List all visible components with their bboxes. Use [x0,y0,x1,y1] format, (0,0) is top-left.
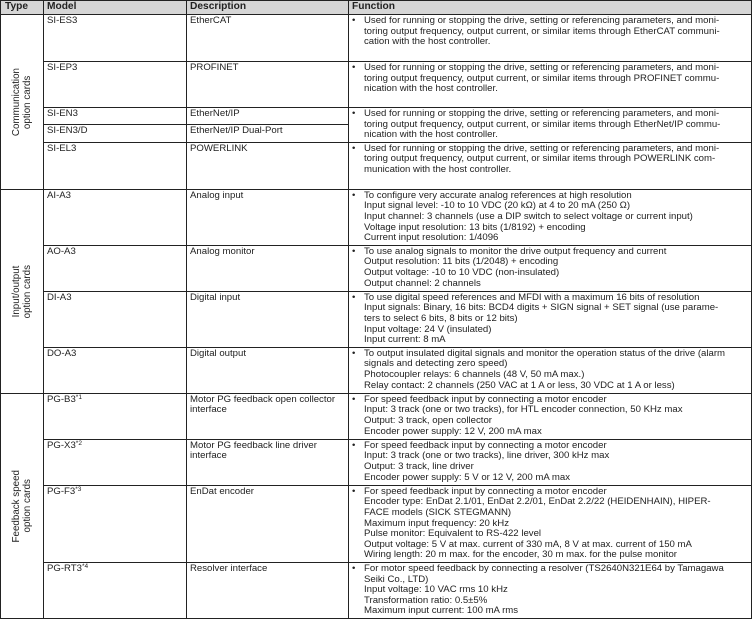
header-function: Function [349,1,752,15]
bullet-icon: • [352,562,356,574]
type-cell [1,15,44,190]
description-cell: EnDat encoder [187,485,349,562]
table-row [1,108,752,125]
function-text: For speed feedback input by connecting a motor encoder Input: 3 track (one or two tracks), for HTL encoder connection, 50 KHz max Output: 3 track, open collector Encoder power supply: 12 V, 200 mA max [364,393,683,437]
model-cell [44,15,187,62]
function-cell [349,439,752,485]
type-cell [1,189,44,393]
description-cell: EtherNet/IP Dual-Port [187,125,349,142]
header-type: Type [1,1,44,15]
model-cell [44,291,187,347]
bullet-icon: • [352,393,356,405]
model-cell [44,347,187,393]
function-text: Used for running or stopping the drive, setting or referencing parameters, and moni- toring output frequency, output current, or similar items through PROFINET commu- nication with the host controller. [364,62,720,95]
model-name: SI-EL3 [47,142,77,154]
function-text: To use analog signals to monitor the drive output frequency and current Output resolution: 11 bits (1/2048) + encoding Output voltage: -10 to 10 VDC (non-insulated) Output channel: 2 channels [364,245,667,289]
function-text: For speed feedback input by connecting a motor encoder Input: 3 track (one or two tracks), line driver, 300 kHz max Output: 3 track, line driver Encoder power supply: 5 V or 12 V, 200 mA max [364,439,610,483]
model-cell [44,562,187,618]
function-cell [349,393,752,439]
model-cell [44,62,187,108]
footnote-marker: *4 [82,562,89,570]
model-name: PG-F3 [47,485,76,497]
footnote-marker: *1 [75,393,82,401]
description-cell: EtherNet/IP [187,108,349,125]
function-text: Used for running or stopping the drive, setting or referencing parameters, and moni- toring output frequency, output current, or similar items through EtherCAT communi- cation with the host controller. [364,15,720,48]
function-cell [349,108,752,143]
model-name: SI-EN3 [47,108,78,119]
table-row [1,142,752,189]
function-cell [349,562,752,618]
bullet-icon: • [352,189,356,201]
function-cell [349,142,752,189]
table-row [1,439,752,485]
bullet-icon: • [352,347,356,359]
description-cell: POWERLINK [187,142,349,189]
function-cell [349,485,752,562]
bullet-icon: • [352,291,356,303]
description-cell: Digital output [187,347,349,393]
type-label: Input/output option cards [11,264,33,318]
model-cell [44,142,187,189]
function-text: For speed feedback input by connecting a motor encoder Encoder type: EnDat 2.1/01, EnDat 2.2/01, EnDat 2.2/22 (HEIDENHAIN), HIPER- FACE models (SICK STEGMANN) Maximum input frequency: 20 kHz Pulse monitor: Equivalent to RS-422 level Output voltage: 5 V at max. current of 330 mA, 8 V at max. current of 150 mA Wiring length: 20 m max. for the encoder, 30 m max. for the pulse monitor [364,485,711,561]
model-cell [44,393,187,439]
bullet-icon: • [352,62,356,73]
function-text: Used for running or stopping the drive, setting or referencing parameters, and moni- toring output frequency, output current, or similar items through EtherNet/IP commu- nication with the host controller. [364,108,721,141]
description-cell: Resolver interface [187,562,349,618]
function-cell [349,347,752,393]
function-cell [349,15,752,62]
description-cell: Motor PG feedback open collector interface [187,393,349,439]
description-cell: Analog monitor [187,245,349,291]
bullet-icon: • [352,245,356,257]
bullet-icon: • [352,142,356,154]
model-cell [44,485,187,562]
function-text: Used for running or stopping the drive, setting or referencing parameters, and moni- toring output frequency, output current, or similar items through POWERLINK com- munication with the host controller. [364,142,720,175]
model-cell [44,439,187,485]
header-model: Model [44,1,187,15]
header-row [1,1,752,15]
function-cell [349,189,752,245]
table-row [1,485,752,562]
function-text: To output insulated digital signals and monitor the operation status of the drive (alarm signals and detecting zero speed) Photocoupler relays: 6 channels (48 V, 50 mA max.) Relay contact: 2 channels (250 VAC at 1 A or less, 30 VDC at 1 A or less) [364,347,726,391]
function-text: To use digital speed references and MFDI with a maximum 16 bits of resolution Input signals: Binary, 16 bits: BCD4 digits + SIGN signal + SET signal (use parame- ters to select 6 bits, 8 bits or 12 bits) Input voltage: 24 V (insulated) Input current: 8 mA [364,291,719,346]
table-row [1,62,752,108]
model-cell [44,108,187,125]
table-row [1,245,752,291]
table-row [1,393,752,439]
model-name: PG-X3 [47,439,76,451]
model-name: DI-A3 [47,291,72,303]
type-cell [1,393,44,618]
description-cell: Digital input [187,291,349,347]
model-name: PG-B3 [47,393,76,405]
type-label: Feedback speed option cards [11,469,33,543]
function-cell [349,291,752,347]
table-row [1,562,752,618]
table-body [1,15,752,619]
description-cell: Analog input [187,189,349,245]
table-row [1,291,752,347]
model-name: SI-EN3/D [47,125,88,137]
model-cell [44,125,187,142]
model-name: SI-ES3 [47,15,78,26]
model-cell [44,245,187,291]
footnote-marker: *3 [75,485,82,493]
description-cell: EtherCAT [187,15,349,62]
bullet-icon: • [352,108,356,119]
description-cell: Motor PG feedback line driver interface [187,439,349,485]
footnote-marker: *2 [75,439,82,447]
bullet-icon: • [352,439,356,451]
model-name: PG-RT3 [47,562,83,574]
bullet-icon: • [352,485,356,497]
model-name: DO-A3 [47,347,77,359]
function-text: To configure very accurate analog references at high resolution Input signal level: -10 to 10 VDC (20 kΩ) at 4 to 20 mA (250 Ω) Input channel: 3 channels (use a DIP switch to select voltage or current input) Voltage input resolution: 13 bits (1/8192) + encoding Current input resolution: 1/4096 [364,189,693,244]
bullet-icon: • [352,15,356,26]
function-cell [349,62,752,108]
table-row [1,189,752,245]
model-name: AI-A3 [47,189,71,201]
type-label: Communication option cards [11,67,33,136]
function-text: For motor speed feedback by connecting a resolver (TS2640N321E64 by Tamagawa Seiki Co., LTD) Input voltage: 10 VAC rms 10 kHz Transformation ratio: 0.5±5% Maximum input current: 100 mA rms [364,562,724,617]
model-name: AO-A3 [47,245,76,257]
description-cell: PROFINET [187,62,349,108]
model-name: SI-EP3 [47,62,78,73]
table-row [1,15,752,62]
header-description: Description [187,1,349,15]
table-row [1,347,752,393]
function-cell [349,245,752,291]
model-cell [44,189,187,245]
